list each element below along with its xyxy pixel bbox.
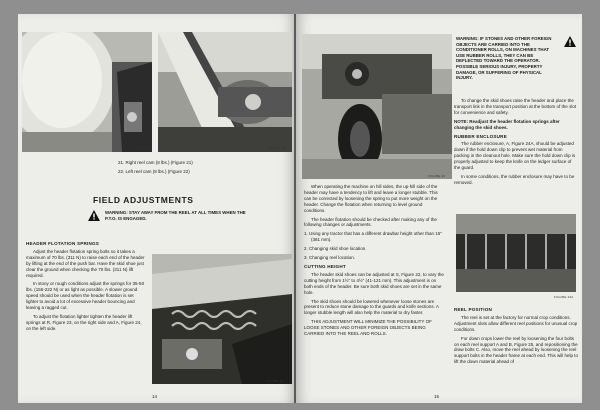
cutting-height-heading: CUTTING HEIGHT <box>304 263 346 269</box>
figure-23-label: FIGURE 23 <box>266 379 284 383</box>
rubber-enclosure-heading: RUBBER ENCLOSURE <box>454 133 507 139</box>
warning-box-right <box>456 36 576 81</box>
caption-21: 21. Right reel cam (8 lbs.) (Figure 21) <box>118 160 193 165</box>
flotation-para-1: Adjust the header flotation spring bolts so it takes a maximum of 70 lbs. (311 N) to raise each end of the header by lifting at the end of the push bar. Have the skid shoe just clear the ground when checking the 70 lbs. (311 N) lift required. <box>26 248 145 278</box>
figure-21-label: FIGURE 21 <box>134 146 152 150</box>
right-page <box>296 14 582 403</box>
figure-24-label: FIGURE 24 <box>428 174 446 178</box>
page-number-right: 15 <box>434 394 440 399</box>
left-body-text <box>26 238 146 335</box>
figure-22-photo <box>158 32 292 152</box>
left-page <box>18 14 296 403</box>
page-number-left: 14 <box>152 394 158 399</box>
flotation-para-3: To adjust the flotation lighter tighten the header lift springs at R, Figure 23, on the right side and A, Figure 24, on the left side. <box>26 313 142 331</box>
cutting-height-para: The header skid shoes can be adjusted at S, Figure 22, to vary the cutting height from 1½" to 4½" (41-121 mm). This adjustment is on both ends of the header. Be sure both skid shoes are set in the same hole. <box>304 271 444 295</box>
flotation-check-para: The header flotation should be checked after making any of the following changes or adjustments. <box>304 216 437 228</box>
right-col-1 <box>304 184 444 340</box>
adjustment-list <box>304 231 444 261</box>
skid-change-para: To change the skid shoes raise the header and place the transport link in the transport position at the bottom of the slot for convenience and safety. <box>454 98 577 115</box>
warning-icon-right <box>564 36 576 47</box>
warning-icon <box>88 210 100 221</box>
hillside-para: When operating the machine on hill sides, the up-hill side of the header may have a tendency to lift and leave a longer stubble. This can be corrected by loosening the spring to put more weight on the header. Change the flotation when returning to level ground conditions. <box>304 184 438 213</box>
right-col-2 <box>454 98 578 189</box>
right-col-2b <box>454 304 578 368</box>
reel-position-para: The reel is set at the factory for normal crop conditions. Adjustment slots allow different reel positions for unusual crop conditions. <box>454 314 578 332</box>
list-item: 2. Changing skid shoe location. <box>304 246 367 252</box>
figure-24-photo <box>302 34 452 179</box>
minimize-para: THIS ADJUSTMENT WILL MINIMIZE THE POSSIBILITY OF LOOSE STONES AND OTHER FOREIGN OBJECTS BEING CARRIED INTO THE REEL AND ROLLS. <box>304 319 432 337</box>
caption-22: 22. Left reel cam (8 lbs.) (Figure 22) <box>118 168 190 174</box>
skid-shoe-para: The skid shoes should be lowered whenever loose stones are present to reduce stone damage to the guards and knife sections. A longer stubble length will also help the material to dry faster. <box>304 298 439 316</box>
down-crops-para: For down crops lower the reel by loosening the four bolts on each reel support A and B, Figure 25, and repositioning the draw bolts C. Also, move the reel ahead by loosening the reel support bolts in the header frame at each end. This will help to lift the down material ahead of <box>454 335 578 365</box>
rubber-enclosure-para: The rubber enclosure, A, Figure 24A, should be adjusted down if the hold down clip to prevent wet material from packing in the cleanout hole. Make sure the hold down clip is properly adjusted to keep the knife on the ledger surface of the guard. <box>454 141 576 171</box>
list-item: 3. Changing reel location. <box>304 255 356 261</box>
reel-position-heading: REEL POSITION <box>454 307 492 312</box>
figure-21-photo <box>22 32 152 152</box>
section-title: FIELD ADJUSTMENTS <box>93 195 194 205</box>
list-item: 1. Using any tractor that has a different drawbar height other than 15" (381 mm). <box>304 231 442 243</box>
figure-24a-label: FIGURE 24A <box>554 295 574 299</box>
figure-24a-photo <box>456 214 576 292</box>
flotation-para-2: In stony or rough conditions adjust the springs for 35-50 lbs. (156-222 N) or as light as possible. A slower ground speed should be used when the header flotation is set lighter to avoid a lot of excessive header bouncing and leaving a ragged cut. <box>26 281 145 311</box>
figure-22-label: FIGURE 22 <box>268 146 286 150</box>
figure-captions <box>118 160 288 178</box>
warning-box <box>88 210 258 221</box>
rubber-removal-para: In some conditions, the rubber enclosure may have to be removed. <box>454 173 575 185</box>
flotation-heading: HEADER FLOTATION SPRINGS <box>26 241 100 246</box>
warning-text: WARNING: STAY AWAY FROM THE REEL AT ALL TIMES WHEN THE P.T.O. IS ENGAGED. <box>105 210 246 221</box>
figure-23-photo <box>152 254 292 384</box>
note-para: NOTE: Readjust the header flotation springs after changing the skid shoes. <box>454 118 560 130</box>
warning-text-right: WARNING: IF STONES AND OTHER FOREIGN OBJECTS ARE CARRIED INTO THE CONDITIONER ROLLS, ON MACHINES THAT USE RUBBER ROLLS, THEY CAN BE DEFLECTED TOWARD THE OPERATOR. POSSIBLE SERIOUS INJURY, PROPERTY DAMAGE, OR SUFFERING OF PHYSICAL INJURY. <box>456 36 552 81</box>
